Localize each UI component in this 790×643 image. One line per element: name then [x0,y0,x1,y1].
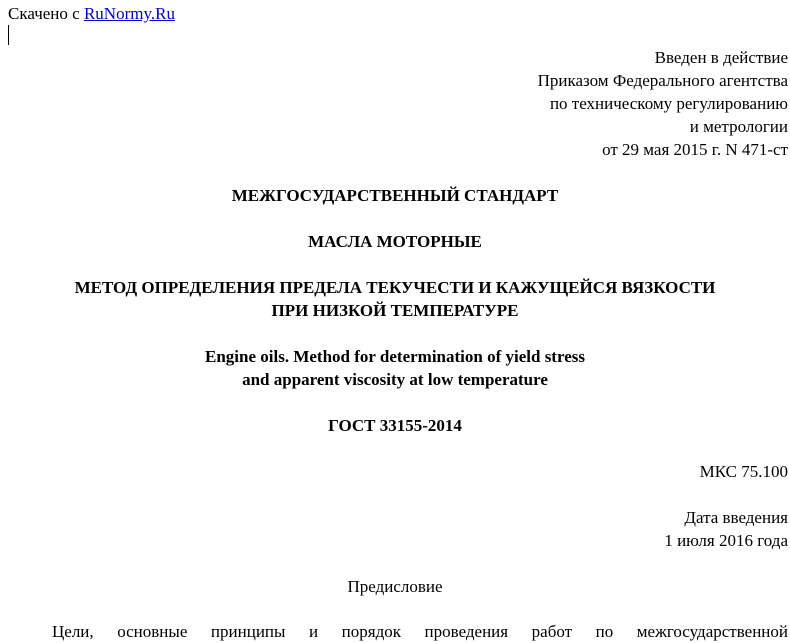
preface-first-line: Цели, основные принципы и порядок проведения работ по межгосударственной [52,622,788,641]
standard-type: МЕЖГОСУДАРСТВЕННЫЙ СТАНДАРТ [231,186,559,205]
text-cursor [8,25,9,45]
download-prefix: Скачено с [8,4,84,23]
adoption-line-3: по техническому регулированию [549,94,788,113]
title-en-line-1: Engine oils. Method for determination of yield stress [205,347,585,366]
download-note [8,4,175,24]
preface-heading: Предисловие [347,577,443,596]
adoption-line-1: Введен в действие [654,48,788,67]
date-value: 1 июля 2016 года [664,531,788,550]
adoption-line-4: и метрологии [689,117,788,136]
mks-code: МКС 75.100 [699,462,788,481]
standard-code: ГОСТ 33155-2014 [328,416,462,435]
adoption-line-5: от 29 мая 2015 г. N 471-ст [602,140,788,159]
date-label: Дата введения [684,508,788,527]
title-ru-line-1: МЕТОД ОПРЕДЕЛЕНИЯ ПРЕДЕЛА ТЕКУЧЕСТИ И КАЖУЩЕЙСЯ ВЯЗКОСТИ [74,278,716,297]
runormy-link[interactable]: RuNormy.Ru [83,4,175,23]
title-en-line-2: and apparent viscosity at low temperature [242,370,548,389]
title-ru-line-2: ПРИ НИЗКОЙ ТЕМПЕРАТУРЕ [271,301,519,320]
adoption-line-2: Приказом Федерального агентства [537,71,788,90]
standard-subject: МАСЛА МОТОРНЫЕ [308,232,482,251]
